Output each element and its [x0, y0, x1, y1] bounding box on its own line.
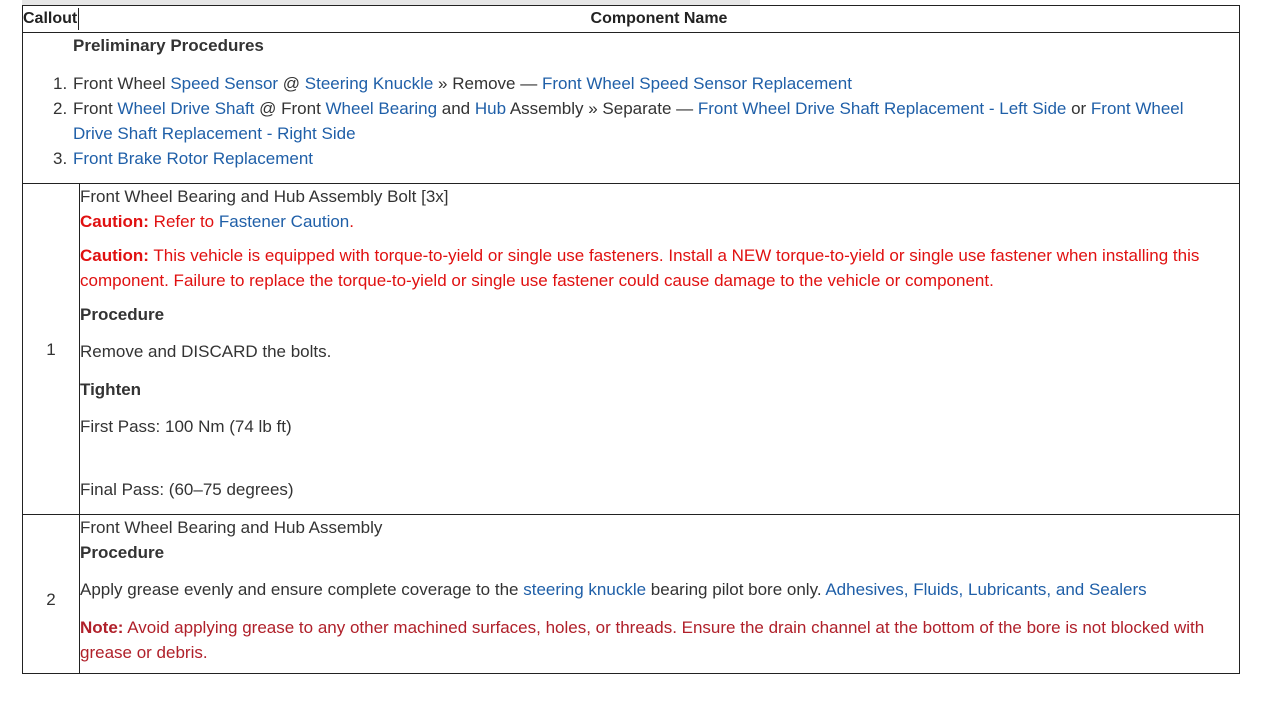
list-text: or: [1066, 99, 1091, 118]
list-number: 1.: [53, 74, 68, 93]
note-text: Avoid applying grease to any other machined surfaces, holes, or threads. Ensure the drain channel at the bottom of the bore is not blocked with grease or debris.: [80, 618, 1205, 662]
preliminary-procedures-list: [53, 71, 1213, 171]
fastener-caution-link[interactable]: Fastener Caution: [218, 212, 350, 231]
list-item: [53, 71, 1213, 96]
list-text: @ Front: [254, 99, 326, 118]
procedure-link[interactable]: Front Brake Rotor Replacement: [73, 149, 313, 168]
procedure-link[interactable]: Speed Sensor: [170, 74, 279, 93]
note-label: Note:: [80, 618, 124, 637]
procedure-link[interactable]: Wheel Bearing: [325, 99, 438, 118]
table-row: [23, 514, 1239, 673]
procedure-table: [22, 5, 1240, 674]
caution-end: .: [349, 212, 354, 231]
list-text: @: [278, 74, 305, 93]
caution-text: Refer to: [148, 212, 219, 231]
callout-cell: [23, 183, 80, 514]
list-item: [53, 146, 1213, 171]
procedure-heading: Procedure: [80, 305, 165, 324]
list-text: Front Wheel: [73, 74, 171, 93]
step-text: bearing pilot bore only.: [646, 580, 826, 599]
procedure-step: [80, 577, 1229, 602]
component-name-column-header: Component Name: [590, 10, 728, 27]
list-text: and: [437, 99, 475, 118]
procedure-step: Remove and DISCARD the bolts.: [80, 342, 332, 361]
step-text: Apply grease evenly and ensure complete coverage to the: [80, 580, 524, 599]
table-row: [23, 183, 1239, 515]
list-text: Assembly » Separate —: [506, 99, 698, 118]
component-name: Front Wheel Bearing and Hub Assembly Bolt [3x]: [80, 187, 449, 206]
list-text: Front: [73, 99, 118, 118]
final-pass-spec: Final Pass: (60–75 degrees): [80, 480, 294, 499]
adhesives-fluids-link[interactable]: Adhesives, Fluids, Lubricants, and Sealers: [825, 580, 1147, 599]
list-number: 2.: [53, 99, 68, 118]
component-name: Front Wheel Bearing and Hub Assembly: [80, 518, 383, 537]
caution-fastener: [80, 209, 1229, 234]
callout-number: 1: [46, 340, 56, 359]
list-item: [53, 96, 1213, 146]
steering-knuckle-link[interactable]: steering knuckle: [523, 580, 647, 599]
procedure-link[interactable]: Front Wheel Drive Shaft Replacement - Left Side: [697, 99, 1067, 118]
caution-text: This vehicle is equipped with torque-to-yield or single use fasteners. Install a NEW torque-to-yield or single use fastener when installing this component. Failure to replace the torque-to-yield or single use fastener could cause damage to the vehicle or component.: [80, 246, 1200, 290]
procedure-heading: Procedure: [80, 543, 165, 562]
tighten-heading: Tighten: [80, 380, 142, 399]
procedure-link[interactable]: Front Wheel Drive Shaft Replacement - Right Side: [73, 99, 1184, 143]
preliminary-procedures-section: [23, 32, 1239, 184]
procedure-link[interactable]: Steering Knuckle: [304, 74, 434, 93]
callout-number: 2: [46, 590, 56, 609]
preliminary-procedures-title: Preliminary Procedures: [73, 36, 264, 55]
procedure-link[interactable]: Front Wheel Speed Sensor Replacement: [541, 74, 852, 93]
note: [80, 615, 1229, 665]
callout-column-header: Callout: [23, 10, 78, 27]
first-pass-spec: First Pass: 100 Nm (74 lb ft): [80, 417, 292, 436]
table-header: [23, 6, 1239, 33]
list-number: 3.: [53, 149, 68, 168]
procedure-link[interactable]: Hub: [474, 99, 507, 118]
callout-cell: [23, 514, 80, 673]
caution-torque-to-yield: [80, 243, 1229, 293]
caution-label: Caution:: [80, 246, 149, 265]
procedure-link[interactable]: Wheel Drive Shaft: [117, 99, 255, 118]
caution-label: Caution:: [80, 212, 149, 231]
list-text: » Remove —: [433, 74, 542, 93]
